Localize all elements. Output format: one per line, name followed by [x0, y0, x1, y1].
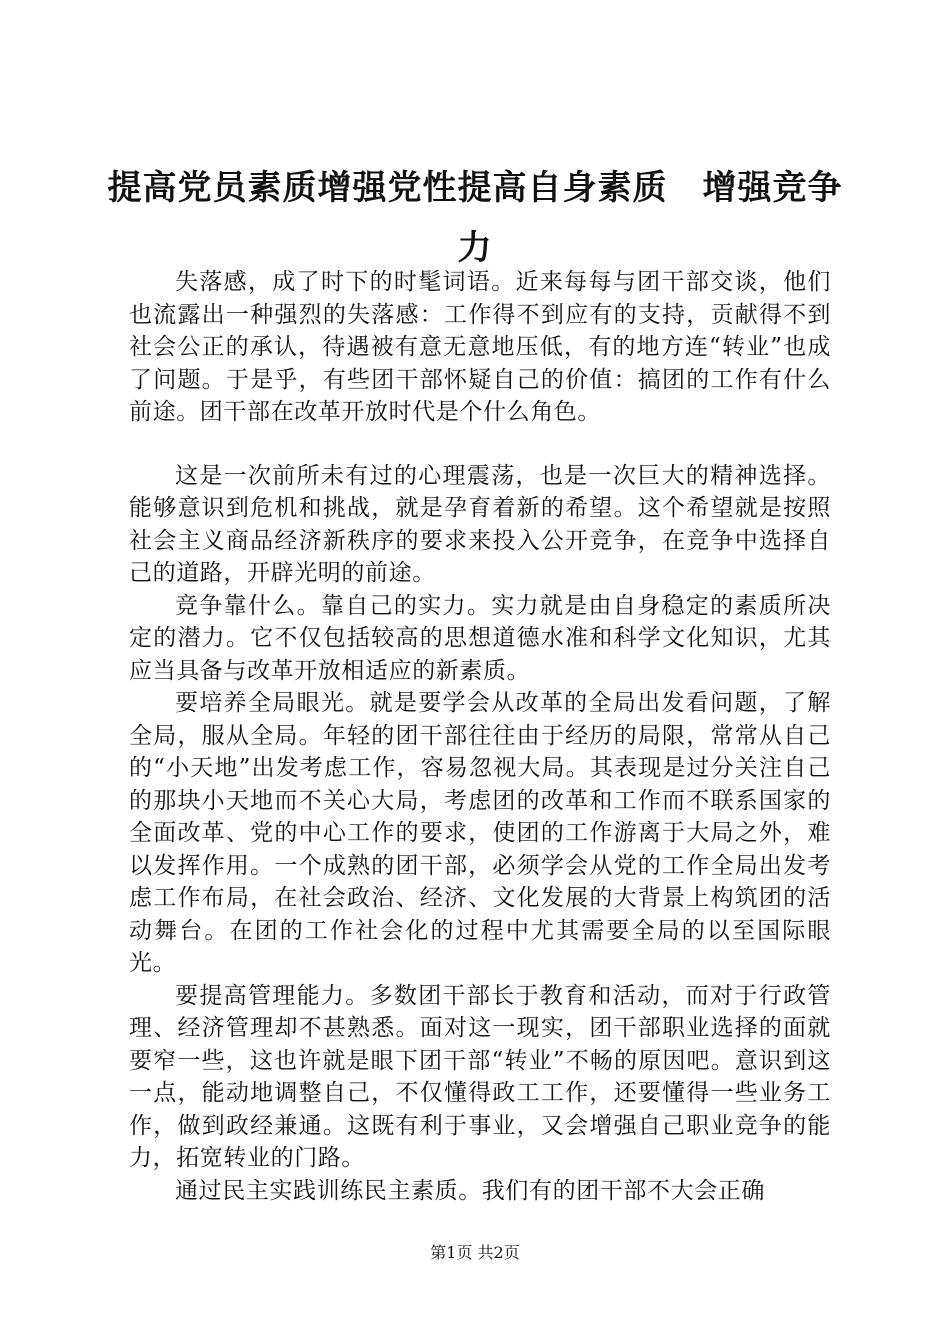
paragraph-5: 要提高管理能力。多数团干部长于教育和活动，而对于行政管理、经济管理却不甚熟悉。面对这一现实，团干部职业选择的面就要窄一些，这也许就是眼下团干部“转业”不畅的原因吧。意识到这一点，能动地调整自己，不仅懂得政工工作，还要懂得一些业务工作，做到政经兼通。这既有利于事业，又会增强自己职业竞争的能力，拓宽转业的门路。 — [129, 982, 831, 1171]
paragraph-1: 失落感，成了时下的时髦词语。近来每每与团干部交谈，他们也流露出一种强烈的失落感：工作得不到应有的支持，贡献得不到社会公正的承认，待遇被有意无意地压低，有的地方连“转业”也成了问题。于是乎，有些团干部怀疑自己的价值：搞团的工作有什么前途。团干部在改革开放时代是个什么角色。 — [129, 269, 831, 425]
document-body — [129, 266, 831, 1207]
paragraph-3: 竞争靠什么。靠自己的实力。实力就是由自身稳定的素质所决定的潜力。它不仅包括较高的思想道德水准和科学文化知识，尤其应当具备与改革开放相适应的新素质。 — [129, 592, 831, 684]
paragraph-6: 通过民主实践训练民主素质。我们有的团干部不大会正确 — [175, 1177, 765, 1204]
document-title: 提高党员素质增强党性提高自身素质 增强竞争力 — [107, 168, 843, 268]
paragraph-2: 这是一次前所未有过的心理震荡，也是一次巨大的精神选择。能够意识到危机和挑战，就是孕育着新的希望。这个希望就是按照社会主义商品经济新秩序的要求来投入公开竞争，在竞争中选择自己的道路，开辟光明的前途。 — [129, 462, 831, 586]
paragraph-4: 要培养全局眼光。就是要学会从改革的全局出发看问题，了解全局，服从全局。年轻的团干部往往由于经历的局限，常常从自己的“小天地”出发考虑工作，容易忽视大局。其表现是过分关注自己的那块小天地而不关心大局，考虑团的改革和工作而不联系国家的全面改革、党的中心工作的要求，使团的工作游离于大局之外，难以发挥作用。一个成熟的团干部，必须学会从党的工作全局出发考虑工作布局，在社会政治、经济、文化发展的大背景上构筑团的活动舞台。在团的工作社会化的过程中尤其需要全局的以至国际眼光。 — [129, 690, 831, 976]
page-footer: 第1页 共2页 — [430, 1243, 520, 1262]
